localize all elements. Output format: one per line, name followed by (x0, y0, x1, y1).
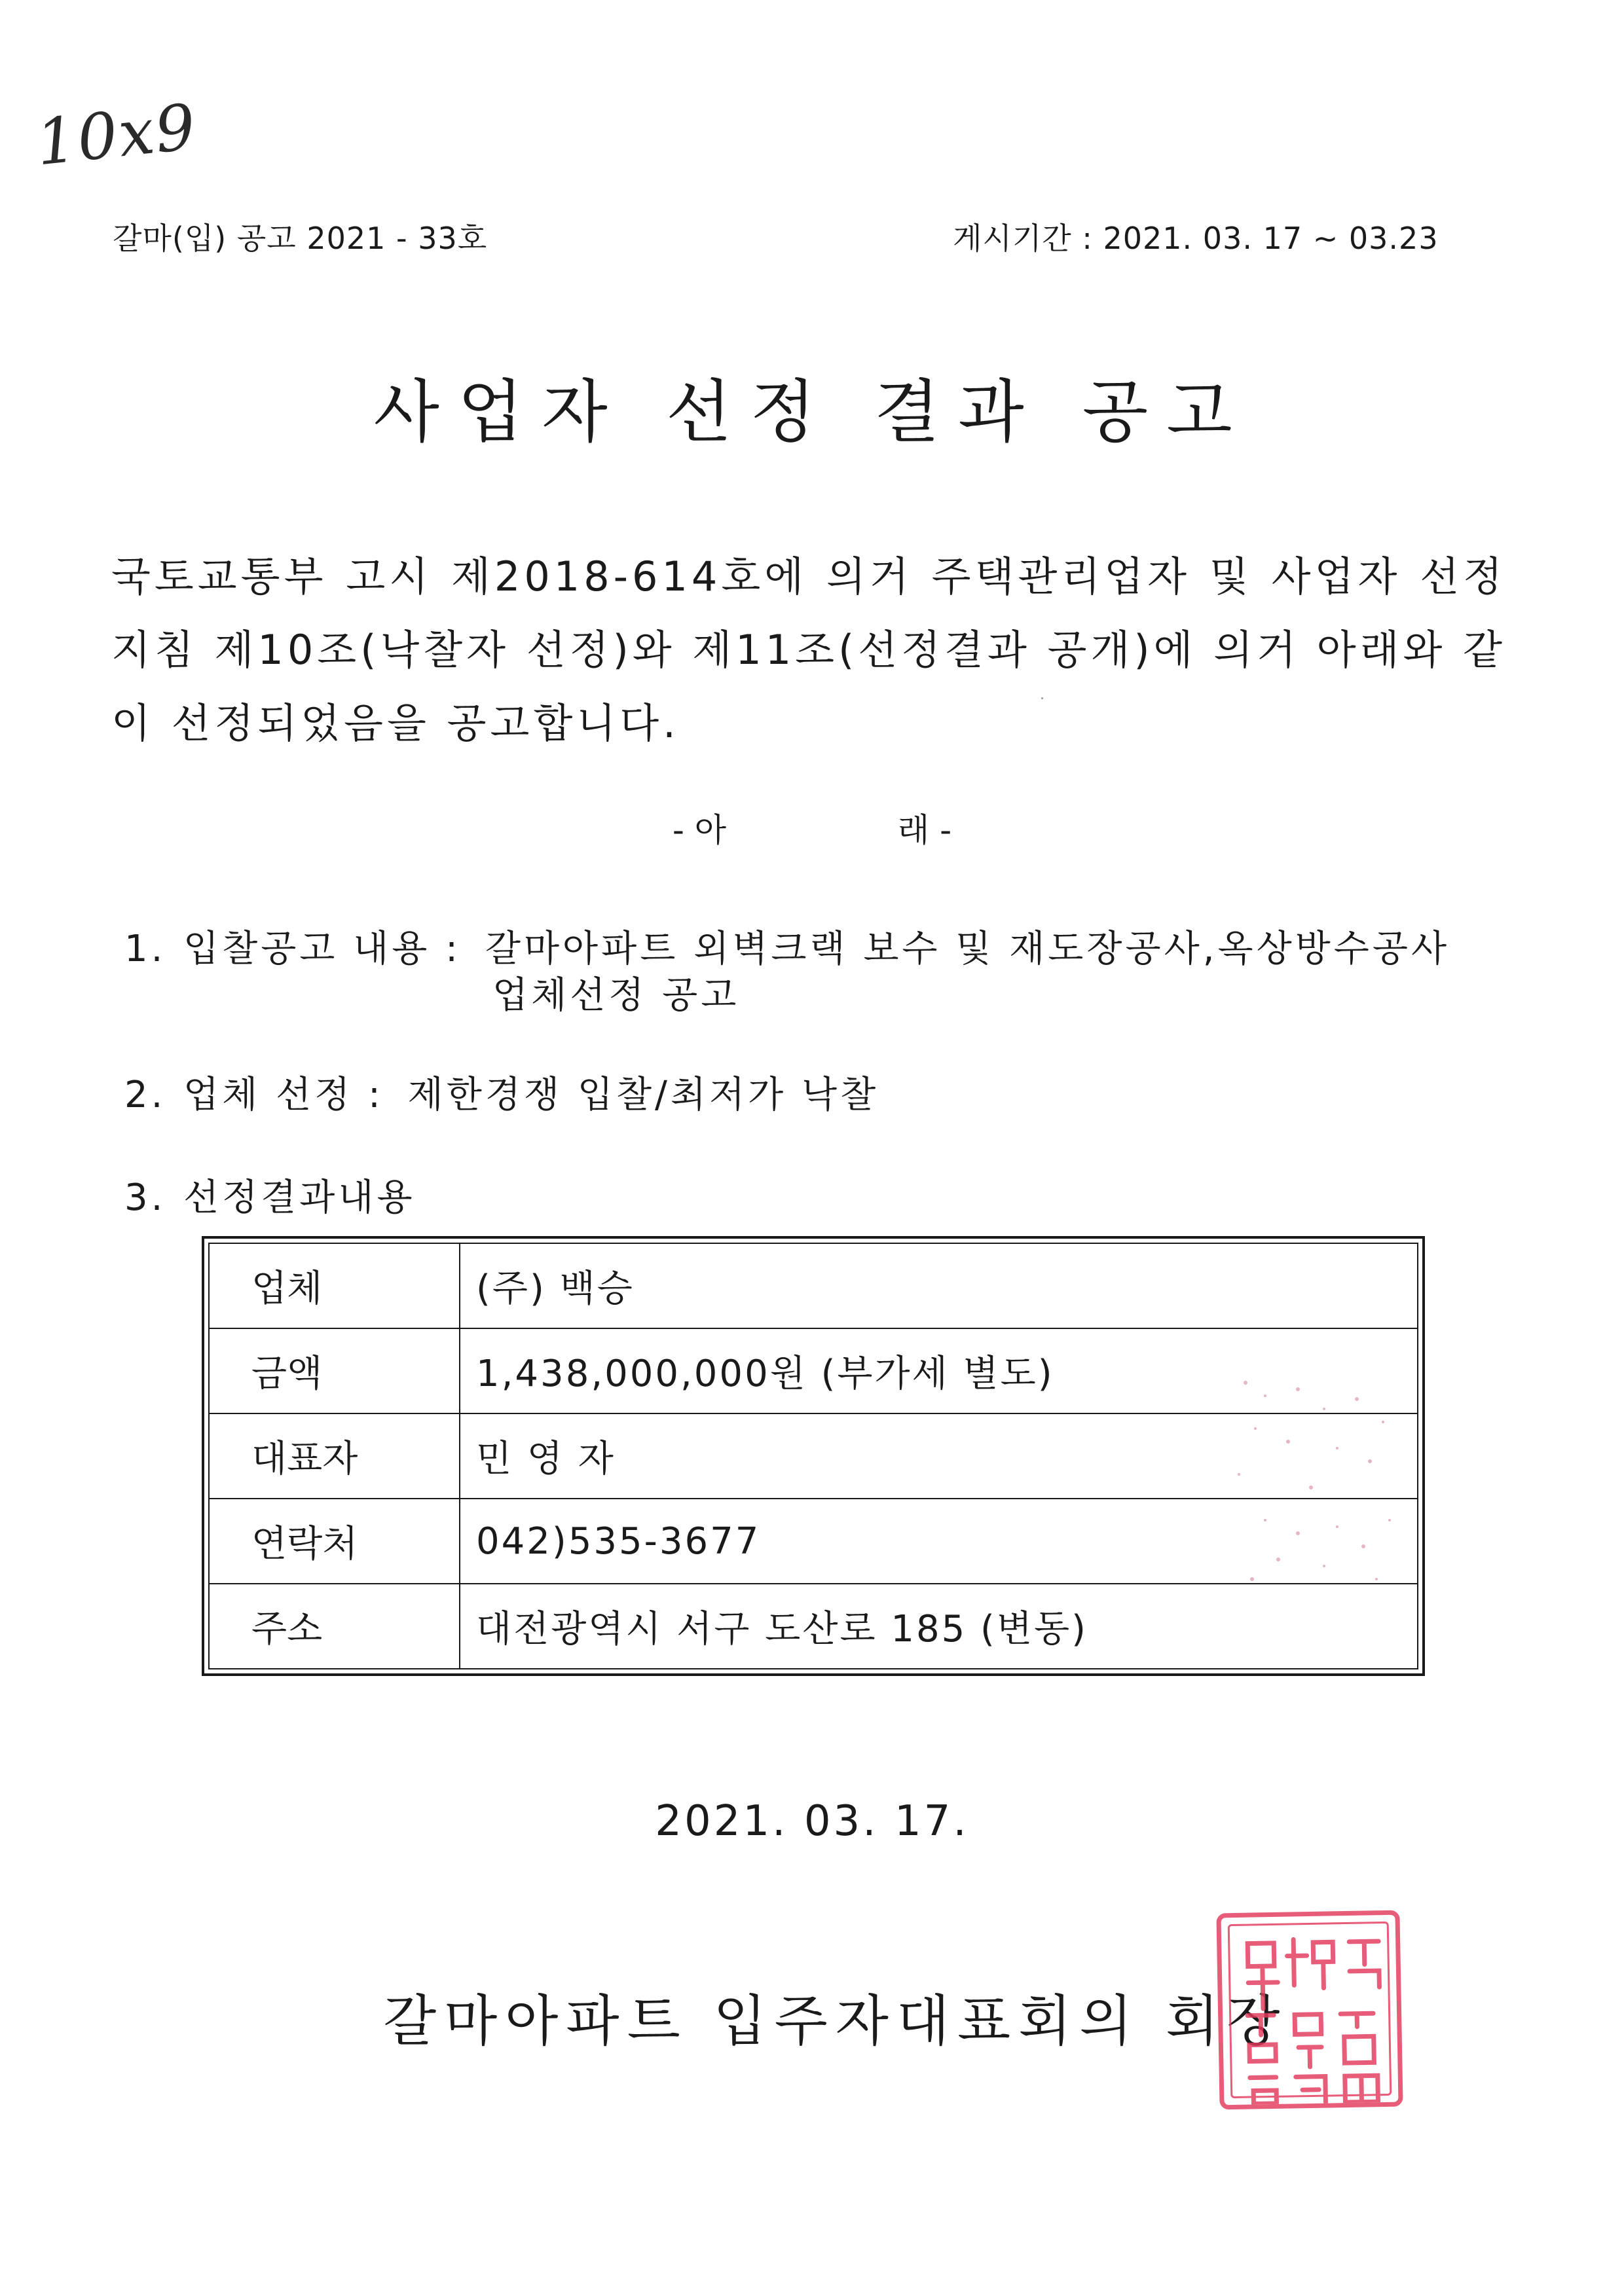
section-1 (124, 920, 1450, 972)
issue-date: 2021. 03. 17. (655, 1797, 969, 1846)
row-label-amount: 금액 (210, 1328, 460, 1413)
section-2-text: 제한경쟁 입찰/최저가 낙찰 (407, 1074, 879, 1116)
row-value-company: (주) 백승 (460, 1244, 1417, 1328)
below-heading-left: - 아 (672, 811, 727, 849)
section-1-label: 입찰공고 내용 : (183, 928, 462, 970)
below-heading-right: 래 - (897, 811, 952, 849)
section-3 (124, 1169, 416, 1221)
row-label-contact: 연락처 (210, 1499, 460, 1584)
table-row (210, 1244, 1417, 1328)
row-label-address: 주소 (210, 1584, 460, 1668)
row-label-company: 업체 (210, 1244, 460, 1328)
section-2 (124, 1066, 879, 1118)
faint-stamp-marks (1226, 1370, 1422, 1605)
doc-number: 갈마(입) 공고 2021 - 33호 (113, 221, 488, 256)
handwritten-note: 10x9 (32, 90, 200, 180)
row-value-contact: 042)535-3677 (460, 1499, 1417, 1584)
page-title: 사업자 선정 결과 공고 (373, 372, 1251, 452)
section-1-text-line1: 갈마아파트 외벽크랙 보수 및 재도장공사,옥상방수공사 (485, 928, 1450, 970)
official-seal-stamp (1216, 1910, 1403, 2110)
result-table (202, 1236, 1425, 1676)
scan-speck (1041, 697, 1043, 699)
row-value-address: 대전광역시 서구 도산로 185 (변동) (460, 1584, 1417, 1668)
section-3-label: 선정결과내용 (183, 1176, 416, 1219)
seal-pattern-icon (1221, 1914, 1403, 2109)
row-label-representative: 대표자 (210, 1413, 460, 1499)
below-heading (0, 804, 1624, 851)
signature-line: 갈마아파트 입주자대표회의 회장 (383, 1989, 1288, 2053)
section-2-number: 2. (124, 1074, 166, 1116)
notice-body: 국토교통부 고시 제2018-614호에 의거 주택관리업자 및 사업자 선정지침 제10조(낙찰자 선정)와 제11조(선정결과 공개)에 의거 아래와 같이 선정되었음을 공고합니다. (111, 553, 1506, 747)
section-1-number: 1. (124, 928, 166, 970)
section-1-text-line2: 업체선정 공고 (492, 974, 740, 1017)
row-value-amount: 1,438,000,000원 (부가세 별도) (460, 1328, 1417, 1413)
section-3-number: 3. (124, 1176, 166, 1219)
posting-period: 게시기간 : 2021. 03. 17 ~ 03.23 (953, 221, 1439, 256)
section-2-label: 업체 선정 : (183, 1074, 384, 1116)
row-value-representative: 민 영 자 (460, 1413, 1417, 1499)
